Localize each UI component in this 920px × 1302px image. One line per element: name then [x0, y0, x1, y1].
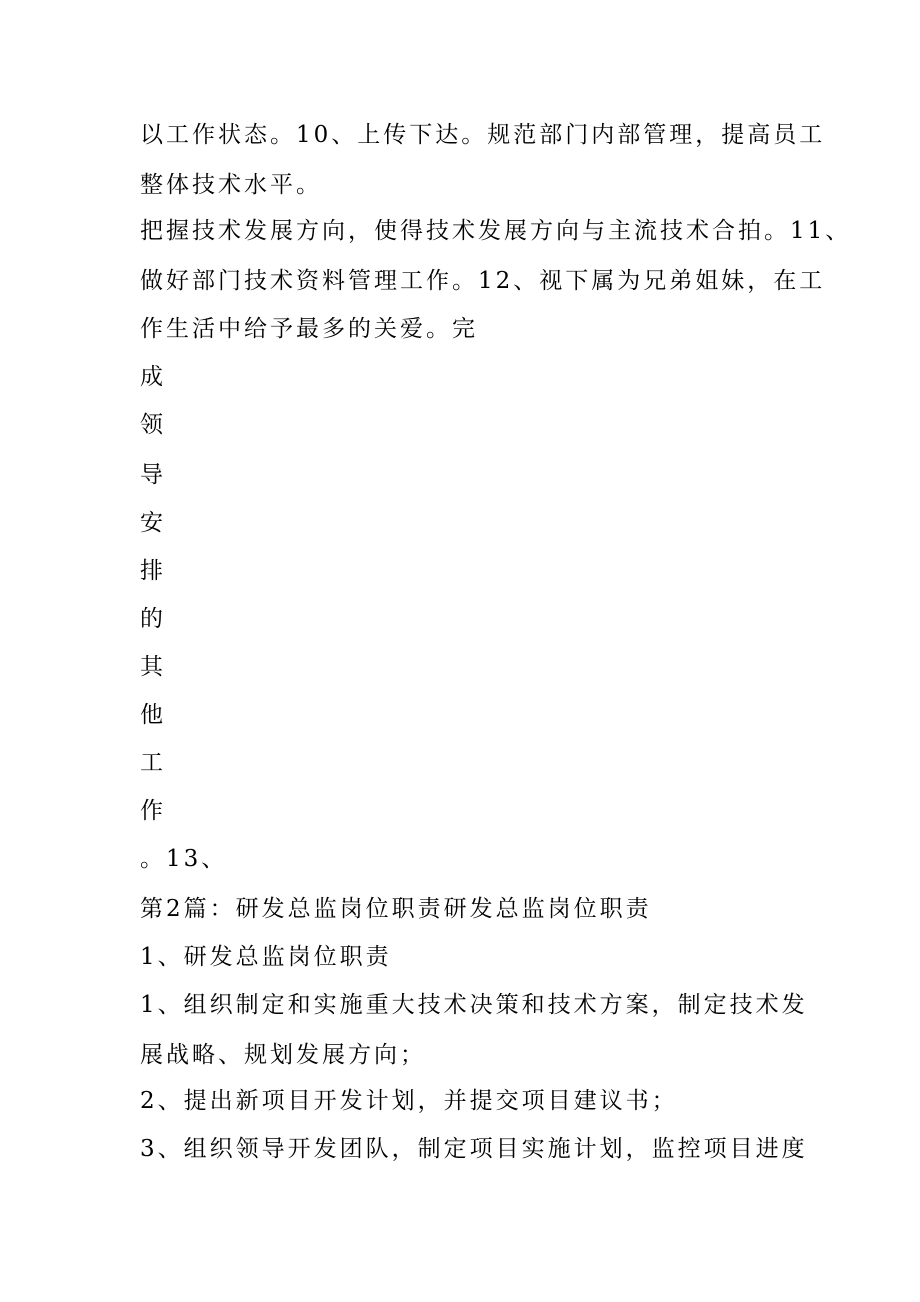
- text-line: 作生活中给予最多的关爱。完: [140, 316, 478, 342]
- text-line: 的: [140, 606, 166, 632]
- text-line: 他: [140, 702, 166, 728]
- text-line: 展战略、规划发展方向；: [140, 1042, 426, 1068]
- text-line: 3、组织领导开发团队，制定项目实施计划，监控项目进度: [140, 1136, 808, 1162]
- text-line: 作: [140, 798, 166, 824]
- text-line: 成: [140, 364, 166, 390]
- subsection-heading: 1、研发总监岗位职责: [140, 944, 392, 970]
- text-line: 工: [140, 750, 166, 776]
- text-line: 做好部门技术资料管理工作。12、视下属为兄弟姐妹，在工: [140, 268, 826, 294]
- section-heading: 第2篇：研发总监岗位职责研发总监岗位职责: [140, 896, 652, 922]
- text-line: 以工作状态。10、上传下达。规范部门内部管理，提高员工: [140, 122, 826, 148]
- text-line: 安: [140, 510, 166, 536]
- text-line: 导: [140, 462, 166, 488]
- text-line: 领: [140, 412, 166, 438]
- text-line: 排: [140, 558, 166, 584]
- text-line: 2、提出新项目开发计划，并提交项目建议书；: [140, 1088, 678, 1114]
- text-line: 把握技术发展方向，使得技术发展方向与主流技术合拍。11、: [140, 218, 852, 244]
- text-line: 。13、: [140, 846, 228, 872]
- text-line: 1、组织制定和实施重大技术决策和技术方案，制定技术发: [140, 992, 808, 1018]
- text-line: 整体技术水平。: [140, 172, 322, 198]
- text-line: 其: [140, 654, 166, 680]
